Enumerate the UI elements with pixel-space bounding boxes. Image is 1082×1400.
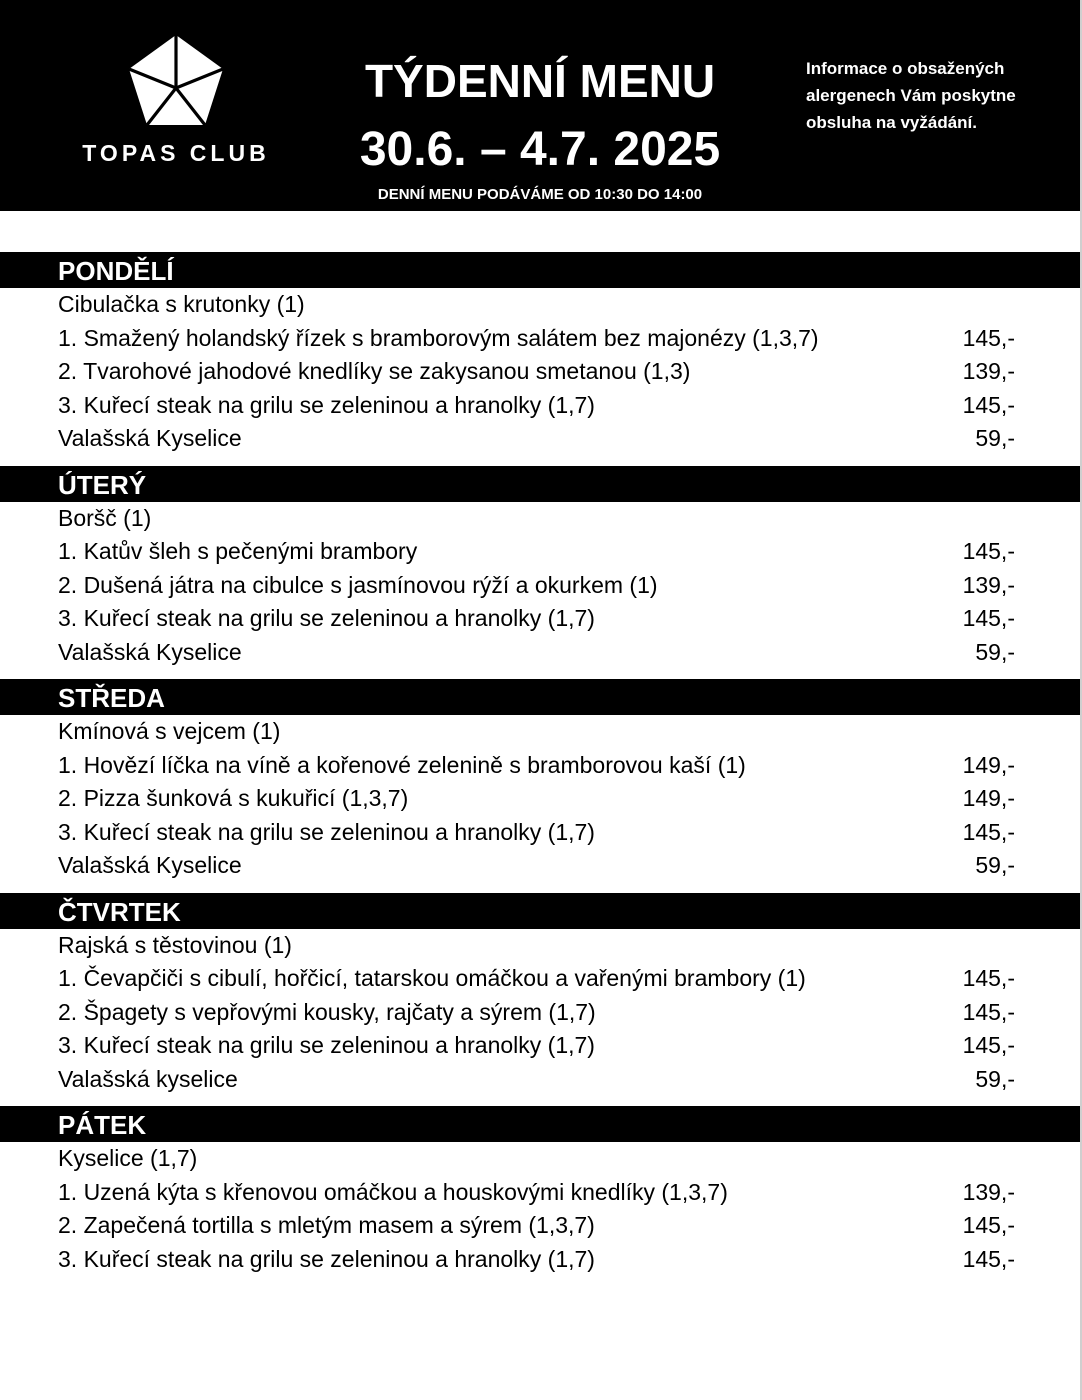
menu-item-price: 145,-: [962, 324, 1015, 351]
menu-item-price: 59,-: [975, 1065, 1015, 1092]
menu-item: [0, 355, 1080, 389]
menu-item-label: 2. Tvarohové jahodové knedlíky se zakysanou smetanou (1,3): [58, 358, 691, 384]
menu-item: [0, 816, 1080, 850]
soup-item: [0, 715, 1080, 749]
menu-item-price: 139,-: [962, 1178, 1015, 1205]
soup-label: Kmínová s vejcem (1): [58, 718, 281, 744]
pentagon-star-logo-icon: [126, 33, 226, 129]
menu-item-label: 2. Pizza šunková s kukuřicí (1,3,7): [58, 785, 409, 811]
menu-item-price: 149,-: [962, 785, 1015, 811]
menu-item: [0, 849, 1080, 883]
menu-item-label: Valašská Kyselice: [58, 425, 242, 451]
day-section-wednesday: [0, 679, 1080, 883]
menu-item-label: 1. Uzená kýta s křenovou omáčkou a houskovými knedlíky (1,3,7): [58, 1178, 728, 1205]
menu-item: [0, 1176, 1080, 1210]
menu-item: [0, 1029, 1080, 1063]
menu-item: [0, 389, 1080, 423]
day-section-friday: [0, 1106, 1080, 1276]
menu-item-price: 145,-: [962, 965, 1015, 991]
allergen-note-line: alergenech Vám poskytne: [806, 86, 1016, 105]
menu-item-label: 1. Čevapčiči s cibulí, hořčicí, tatarskou omáčkou a vařenými brambory (1): [58, 965, 806, 991]
serving-hours: DENNÍ MENU PODÁVÁME OD 10:30 DO 14:00: [377, 186, 703, 203]
day-section-monday: [0, 252, 1080, 456]
soup-item: [0, 929, 1080, 963]
menu-item-price: 139,-: [962, 571, 1015, 598]
menu-item-label: 1. Katův šleh s pečenými brambory: [58, 538, 418, 564]
day-heading: STŘEDA: [0, 679, 1080, 715]
menu-item-label: Valašská kyselice: [58, 1065, 238, 1092]
menu-header: [0, 0, 1080, 211]
menu-item-label: 2. Dušená játra na cibulce s jasmínovou rýží a okurkem (1): [58, 571, 658, 598]
menu-item-price: 145,-: [962, 998, 1015, 1025]
menu-item-label: Valašská Kyselice: [58, 852, 242, 878]
menu-item-label: 3. Kuřecí steak na grilu se zeleninou a hranolky (1,7): [58, 1032, 595, 1058]
soup-item: [0, 288, 1080, 322]
menu-item-price: 145,-: [962, 1032, 1015, 1058]
menu-item-price: 149,-: [962, 751, 1015, 778]
allergen-note-line: obsluha na vyžádání.: [806, 113, 977, 132]
soup-label: Boršč (1): [58, 504, 152, 531]
menu-item-price: 145,-: [962, 1212, 1015, 1238]
weekly-menu: [0, 252, 1080, 1276]
menu-item-label: 3. Kuřecí steak na grilu se zeleninou a hranolky (1,7): [58, 391, 595, 418]
menu-item-label: 2. Špagety s vepřovými kousky, rajčaty a sýrem (1,7): [58, 998, 596, 1025]
menu-item: [0, 1063, 1080, 1097]
menu-item-label: 3. Kuřecí steak na grilu se zeleninou a hranolky (1,7): [58, 818, 595, 845]
menu-item-price: 145,-: [962, 818, 1015, 845]
day-heading: ČTVRTEK: [0, 893, 1080, 929]
soup-label: Cibulačka s krutonky (1): [58, 291, 305, 317]
menu-item: [0, 782, 1080, 816]
menu-item-price: 59,-: [975, 852, 1015, 878]
menu-item-label: 1. Hovězí líčka na víně a kořenové zelenině s bramborovou kaší (1): [58, 751, 746, 778]
menu-item: [0, 996, 1080, 1030]
soup-label: Rajská s těstovinou (1): [58, 931, 292, 958]
allergen-note-line: Informace o obsažených: [806, 59, 1005, 78]
soup-label: Kyselice (1,7): [58, 1145, 198, 1171]
menu-item-label: 3. Kuřecí steak na grilu se zeleninou a hranolky (1,7): [58, 1245, 595, 1272]
day-section-thursday: [0, 893, 1080, 1097]
day-heading: ÚTERÝ: [0, 466, 1080, 502]
day-section-tuesday: [0, 466, 1080, 670]
menu-item: [0, 535, 1080, 569]
soup-item: [0, 1142, 1080, 1176]
menu-item-price: 139,-: [962, 358, 1015, 384]
menu-item-price: 145,-: [962, 605, 1015, 631]
menu-item-label: 3. Kuřecí steak na grilu se zeleninou a hranolky (1,7): [58, 605, 595, 631]
menu-item: [0, 636, 1080, 670]
menu-item-price: 145,-: [962, 1245, 1015, 1272]
day-heading: PÁTEK: [0, 1106, 1080, 1142]
menu-item-price: 145,-: [962, 391, 1015, 418]
menu-item-label: Valašská Kyselice: [58, 638, 242, 665]
menu-item: [0, 602, 1080, 636]
menu-item: [0, 962, 1080, 996]
menu-item-price: 145,-: [962, 538, 1015, 564]
soup-item: [0, 502, 1080, 536]
day-heading: PONDĚLÍ: [0, 252, 1080, 288]
menu-item: [0, 422, 1080, 456]
menu-date-range: 30.6. – 4.7. 2025: [359, 123, 721, 176]
menu-item: [0, 1243, 1080, 1277]
menu-item: [0, 749, 1080, 783]
page-title: TÝDENNÍ MENU: [364, 55, 716, 107]
brand-name: TOPAS CLUB: [82, 140, 270, 166]
menu-item-price: 59,-: [975, 638, 1015, 665]
menu-item-price: 59,-: [975, 425, 1015, 451]
menu-item-label: 2. Zapečená tortilla s mletým masem a sýrem (1,3,7): [58, 1212, 595, 1238]
menu-item: [0, 569, 1080, 603]
menu-item: [0, 1209, 1080, 1243]
menu-item-label: 1. Smažený holandský řízek s bramborovým salátem bez majonézy (1,3,7): [58, 324, 819, 351]
allergen-note: [806, 55, 1056, 136]
menu-item: [0, 322, 1080, 356]
